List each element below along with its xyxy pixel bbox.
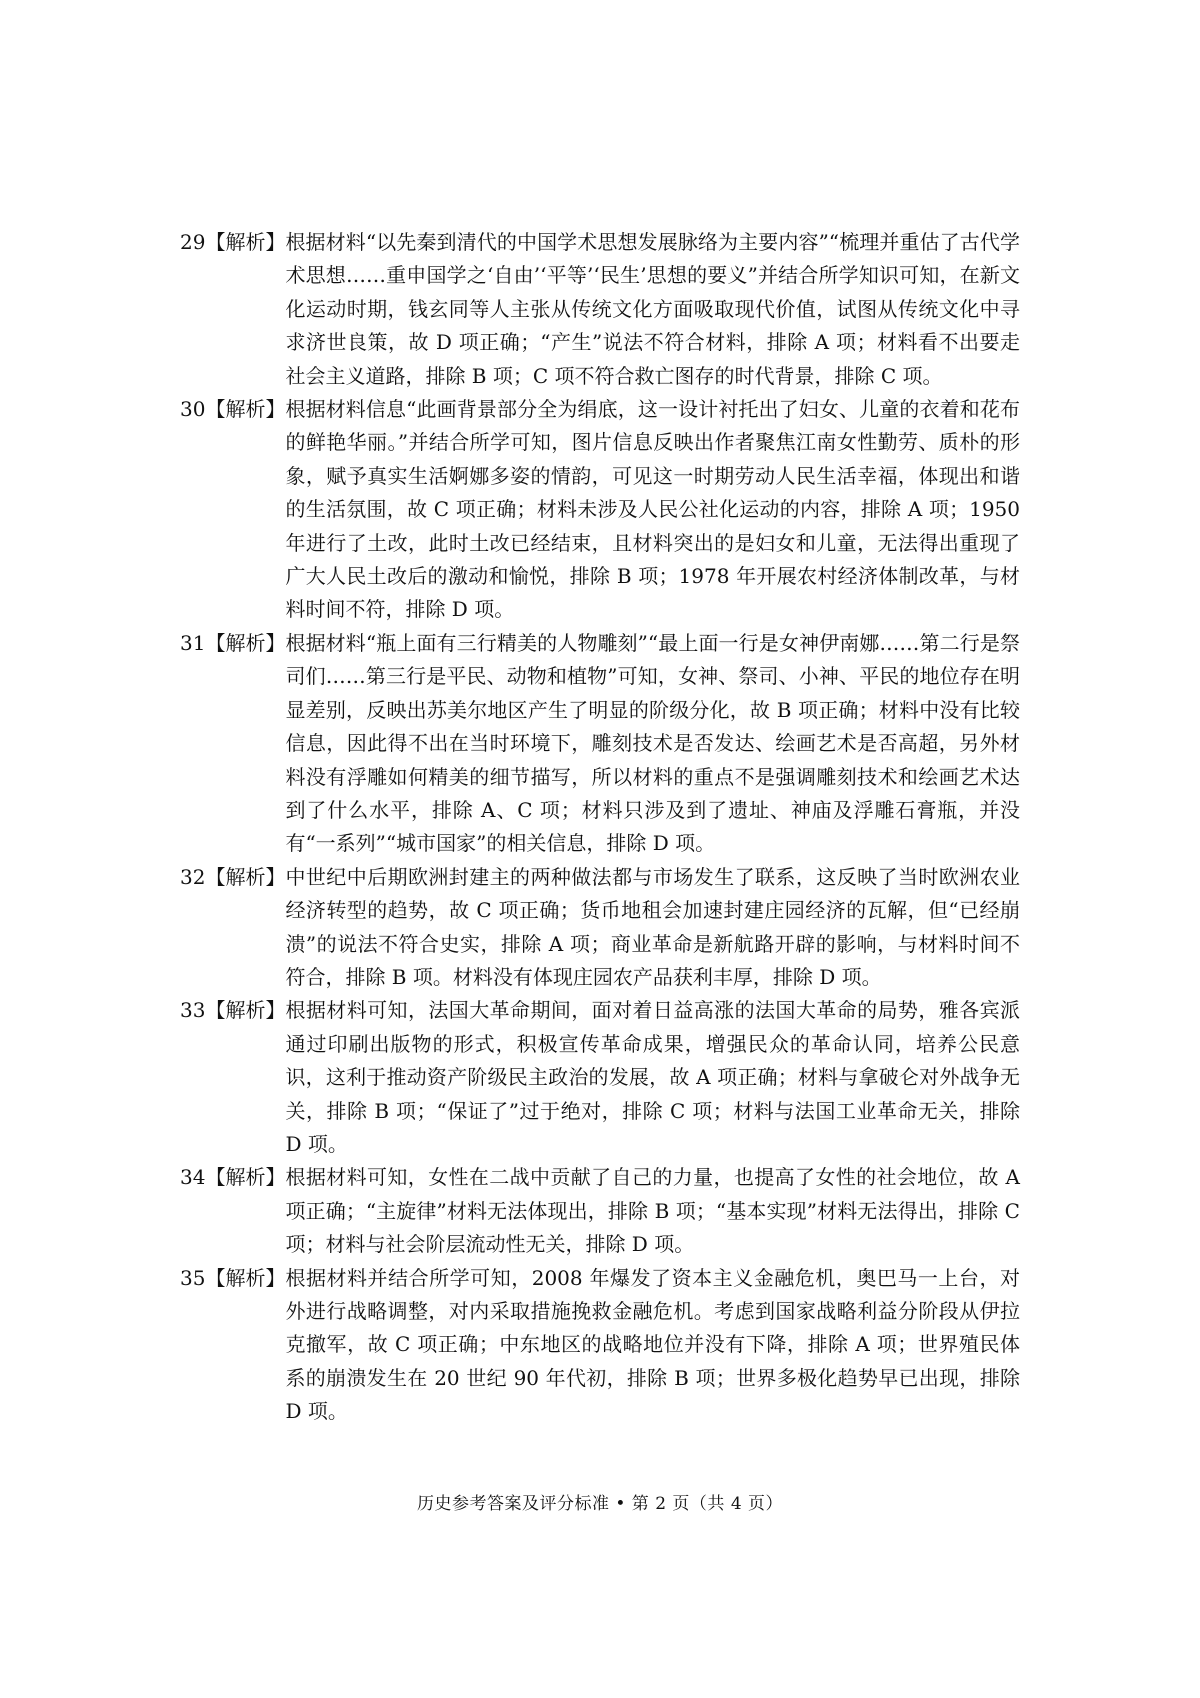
answer-label <box>180 994 285 1027</box>
question-number: 32 <box>180 864 206 889</box>
analysis-tag: 【解析】 <box>205 630 286 655</box>
answer-item-29 <box>180 226 1020 393</box>
answer-label <box>180 226 285 259</box>
question-number: 33 <box>180 998 206 1023</box>
answer-item-31 <box>180 627 1020 861</box>
answer-item-32 <box>180 861 1020 995</box>
answer-label <box>180 393 285 426</box>
answer-text: 根据材料可知，女性在二战中贡献了自己的力量，也提高了女性的社会地位，故 A 项正确；“主旋律”材料无法体现出，排除 B 项；“基本实现”材料无法得出，排除 C 项；材料与社会阶层流动性无关，排除 D 项。 <box>285 1165 1020 1257</box>
question-number: 31 <box>180 630 206 655</box>
page-footer: 历史参考答案及评分标准 • 第 2 页（共 4 页） <box>416 1494 784 1514</box>
answer-label <box>180 627 285 660</box>
answer-text: 根据材料可知，法国大革命期间，面对着日益高涨的法国大革命的局势，雅各宾派通过印刷出版物的形式，积极宣传革命成果，增强民众的革命认同，培养公民意识，这利于推动资产阶级民主政治的发展，故 A 项正确；材料与拿破仑对外战争无关，排除 B 项；“保证了”过于绝对，排除 C 项；材料与法国工业革命无关，排除 D 项。 <box>285 998 1020 1156</box>
question-number: 35 <box>180 1265 206 1290</box>
question-number: 29 <box>180 230 206 254</box>
analysis-tag: 【解析】 <box>205 864 286 889</box>
answer-item-34 <box>180 1161 1020 1261</box>
answer-label <box>180 861 285 894</box>
answer-label <box>180 1262 285 1295</box>
answer-text: 根据材料“以先秦到清代的中国学术思想发展脉络为主要内容”“梳理并重估了古代学术思想……重申国学之‘自由’‘平等’‘民生’思想的要义”并结合所学知识可知，在新文化运动时期，钱玄同等人主张从传统文化方面吸取现代价值，试图从传统文化中寻求济世良策，故 D 项正确；“产生”说法不符合材料，排除 A 项；材料看不出要走社会主义道路，排除 B 项；C 项不符合救亡图存的时代背景，排除 C 项。 <box>285 230 1020 388</box>
answer-text: 根据材料并结合所学可知，2008 年爆发了资本主义金融危机，奥巴马一上台，对外进行战略调整，对内采取措施挽救金融危机。考虑到国家战略利益分阶段从伊拉克撤军，故 C 项正确；中东地区的战略地位并没有下降，排除 A 项；世界殖民体系的崩溃发生在 20 世纪 90 年代初，排除 B 项；世界多极化趋势早已出现，排除 D 项。 <box>285 1265 1020 1424</box>
answer-item-33 <box>180 994 1020 1161</box>
answer-list <box>180 226 1020 1429</box>
answer-text: 根据材料信息“此画背景部分全为绢底，这一设计衬托出了妇女、儿童的衣着和花布的鲜艳华丽。”并结合所学可知，图片信息反映出作者聚焦江南女性勤劳、质朴的形象，赋予真实生活婀娜多姿的情韵，可见这一时期劳动人民生活幸福，体现出和谐的生活氛围，故 C 项正确；材料未涉及人民公社化运动的内容，排除 A 项；1950 年进行了土改，此时土改已经结束，且材料突出的是妇女和儿童，无法得出重现了广大人民土改后的激动和愉悦，排除 B 项；1978 年开展农村经济体制改革，与材料时间不符，排除 D 项。 <box>285 397 1020 622</box>
analysis-tag: 【解析】 <box>205 1265 286 1290</box>
analysis-tag: 【解析】 <box>205 397 286 422</box>
question-number: 30 <box>180 397 206 422</box>
analysis-tag: 【解析】 <box>205 998 286 1023</box>
analysis-tag: 【解析】 <box>205 230 286 254</box>
answer-item-35 <box>180 1262 1020 1429</box>
answer-text: 中世纪中后期欧洲封建主的两种做法都与市场发生了联系，这反映了当时欧洲农业经济转型的趋势，故 C 项正确；货币地租会加速封建庄园经济的瓦解，但“已经崩溃”的说法不符合史实，排除 A 项；商业革命是新航路开辟的影响，与材料时间不符合，排除 B 项。材料没有体现庄园农产品获利丰厚，排除 D 项。 <box>285 864 1020 989</box>
question-number: 34 <box>180 1165 206 1190</box>
answer-text: 根据材料“瓶上面有三行精美的人物雕刻”“最上面一行是女神伊南娜……第二行是祭司们……第三行是平民、动物和植物”可知，女神、祭司、小神、平民的地位存在明显差别，反映出苏美尔地区产生了明显的阶级分化，故 B 项正确；材料中没有比较信息，因此得不出在当时环境下，雕刻技术是否发达、绘画艺术是否高超，另外材料没有浮雕如何精美的细节描写，所以材料的重点不是强调雕刻技术和绘画艺术达到了什么水平，排除 A、C 项；材料只涉及到了遗址、神庙及浮雕石膏瓶，并没有“一系列”“城市国家”的相关信息，排除 D 项。 <box>285 630 1020 856</box>
answer-label <box>180 1161 285 1194</box>
answer-item-30 <box>180 393 1020 627</box>
analysis-tag: 【解析】 <box>205 1165 286 1190</box>
